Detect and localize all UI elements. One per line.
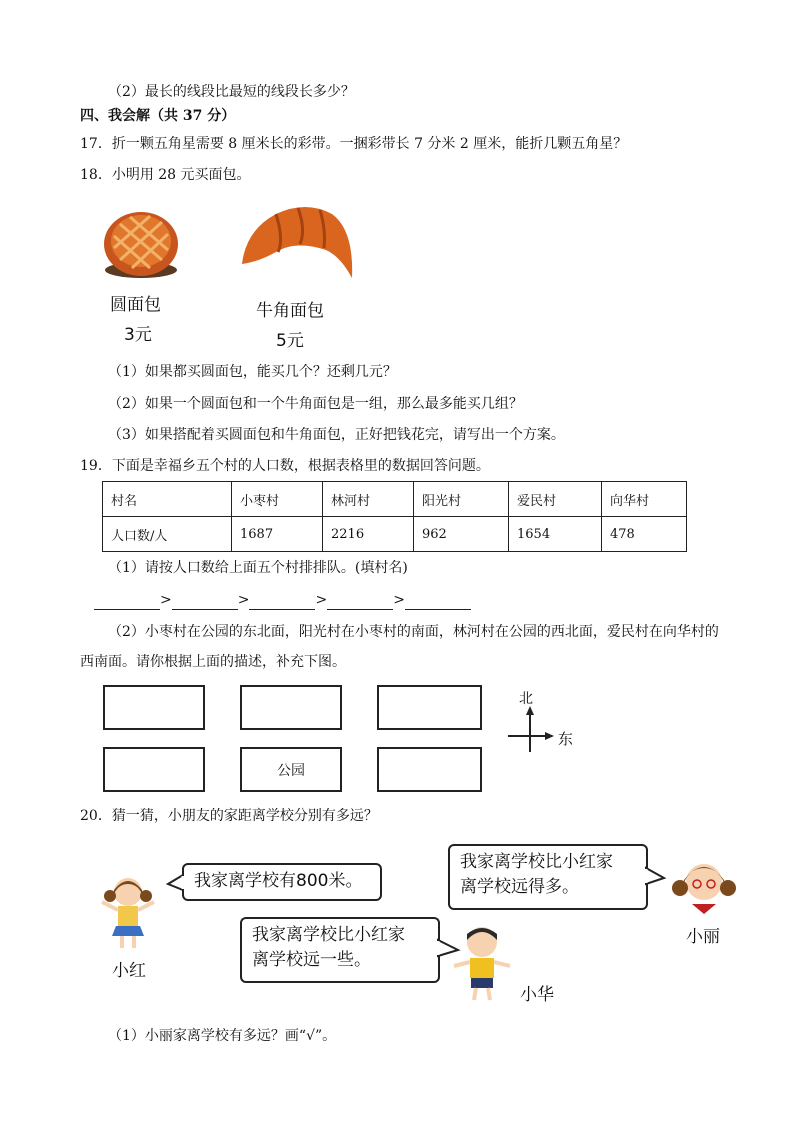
q19-sub1: （1）请按人口数给上面五个村排排队。(填村名) [108, 560, 408, 576]
speech-text: 我家离学校比小红家 [460, 852, 613, 872]
speech-text: 我家离学校有800米。 [194, 871, 363, 891]
xiaohong-avatar [100, 872, 156, 950]
table-cell: 2216 [323, 517, 414, 552]
bread-name-croissant: 牛角面包 [256, 301, 324, 321]
speech-text: 离学校远得多。 [460, 877, 579, 897]
name-xiaohong: 小红 [112, 961, 146, 981]
table-cell: 村名 [103, 482, 232, 517]
name-xiaoli: 小丽 [686, 927, 720, 947]
table-cell: 阳光村 [414, 482, 509, 517]
table-cell: 1687 [232, 517, 323, 552]
compass-north-label: 北 [519, 691, 533, 707]
q19-sub2-line2: 西南面。请你根据上面的描述，补充下图。 [80, 654, 346, 670]
name-xiaohua: 小华 [520, 985, 554, 1005]
section4-title: 四、我会解（共 37 分） [80, 108, 236, 124]
xiaohua-avatar [452, 922, 512, 1002]
table-cell: 林河村 [323, 482, 414, 517]
gt-sign: > [160, 592, 172, 608]
bread-name-round: 圆面包 [110, 295, 161, 315]
q19-sub2-line1: （2）小枣村在公园的东北面，阳光村在小枣村的南面，林河村在公园的西北面，爱民村在向华村的 [108, 624, 719, 640]
table-cell: 478 [602, 517, 687, 552]
table-cell: 向华村 [602, 482, 687, 517]
xiaoli-avatar [668, 854, 740, 918]
gt-sign: > [315, 592, 328, 608]
table-cell: 1654 [509, 517, 602, 552]
q18-sub3: （3）如果搭配着买圆面包和牛角面包，正好把钱花完，请写出一个方案。 [108, 427, 565, 443]
table-cell: 962 [414, 517, 509, 552]
table-cell: 小枣村 [232, 482, 323, 517]
gt-sign: > [393, 592, 405, 608]
q20: 20．猜一猜，小朋友的家距离学校分别有多远？ [80, 808, 378, 824]
table-cell: 爱民村 [509, 482, 602, 517]
bread-price-croissant: 5元 [276, 331, 304, 351]
q20-sub1: （1）小丽家离学校有多远？画“√”。 [108, 1028, 337, 1044]
compass-east-label: 东 [558, 730, 574, 748]
q19: 19．下面是幸福乡五个村的人口数，根据表格里的数据回答问题。 [80, 458, 490, 474]
bread-price-round: 3元 [124, 325, 152, 345]
q16-sub2: （2）最长的线段比最短的线段长多少？ [108, 84, 355, 100]
q17: 17．折一颗五角星需要 8 厘米长的彩带。一捆彩带长 7 分米 2 厘米，能折几颗五角星？ [80, 136, 628, 152]
table-cell: 人口数/人 [103, 517, 232, 552]
q18-sub1: （1）如果都买圆面包，能买几个？还剩几元？ [108, 364, 397, 380]
gt-sign: > [237, 592, 250, 608]
q18-sub2: （2）如果一个圆面包和一个牛角面包是一组，那么最多能买几组？ [108, 396, 523, 412]
speech-text: 我家离学校比小红家 [252, 925, 405, 945]
map-box-park: 公园 [240, 747, 342, 792]
speech-text: 离学校远一些。 [252, 950, 371, 970]
q18: 18．小明用 28 元买面包。 [80, 167, 251, 183]
